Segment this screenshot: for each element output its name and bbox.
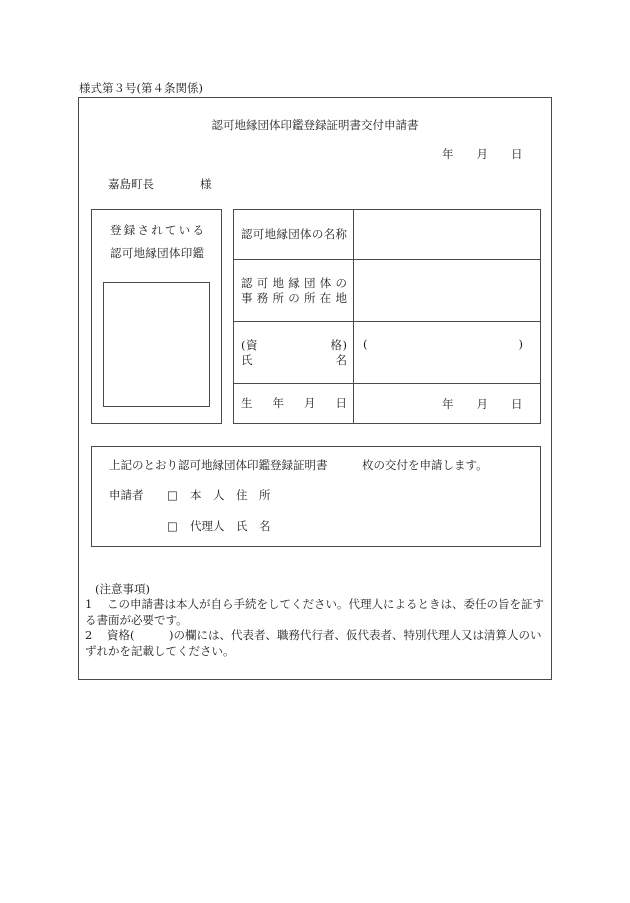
note-number: 1 (85, 597, 93, 612)
note-text: 資格( )の欄には、代表者、職務代行者、仮代表者、特別代理人又は清算人のい (107, 628, 542, 643)
addressee-line: 嘉島町長 様 (108, 177, 212, 191)
label-organization-name: 認可地縁団体の名称 (241, 227, 347, 241)
option-self-address (167, 488, 271, 502)
application-box (91, 446, 541, 547)
applicant-info-table (233, 209, 541, 424)
office-address-field (354, 260, 541, 322)
note-text-line (85, 597, 551, 612)
note-item (85, 628, 551, 659)
note-text-line: ずれかを記載してください。 (85, 643, 235, 658)
application-date-line: 年 月 日 (442, 147, 523, 161)
form-frame (78, 97, 552, 680)
organization-name-field (354, 210, 541, 260)
label-office-address-line: 認可地縁団体の (241, 275, 347, 290)
label-date-of-birth: 生 年 月 日 (241, 396, 347, 410)
note-item (85, 597, 551, 628)
label-organization-name-cell (234, 210, 354, 260)
applicant-label: 申請者 (109, 488, 144, 502)
seal-impression-box (103, 282, 210, 407)
option-self-label: 本 人 住 所 (190, 488, 271, 502)
label-office-address-cell (234, 260, 354, 322)
seal-panel-label: 登録されている (110, 223, 204, 237)
date-of-birth-placeholder: 年 月 日 (442, 396, 523, 411)
label-name: 氏 名 (241, 352, 347, 367)
label-date-of-birth-cell (234, 384, 354, 424)
checkbox-self: □ (167, 488, 178, 502)
label-office-address-line: 事務所の所在地 (241, 290, 347, 305)
form-number-label: 様式第３号(第４条関係) (79, 81, 203, 95)
form-title: 認可地縁団体印鑑登録証明書交付申請書 (211, 118, 419, 132)
notes-section (85, 582, 551, 659)
note-text: この申請書は本人が自ら手続をしてください。代理人によるときは、委任の旨を証す (107, 597, 544, 612)
seal-panel-label: 認可地縁団体印鑑 (110, 246, 204, 260)
notes-heading: (注意事項) (95, 582, 150, 596)
note-text-line (85, 628, 551, 643)
application-statement: 上記のとおり認可地縁団体印鑑登録証明書 枚の交付を申請します。 (109, 458, 488, 472)
note-number: 2 (85, 628, 93, 643)
option-agent-name (167, 519, 271, 533)
checkbox-agent: □ (167, 519, 178, 533)
date-of-birth-field (354, 384, 541, 424)
note-text-line: る書面が必要です。 (85, 612, 188, 627)
title-and-name-field (354, 322, 541, 384)
title-parentheses: ( ) (363, 337, 523, 351)
label-title: (資 格) (241, 337, 347, 352)
registered-seal-panel (91, 209, 222, 424)
option-agent-label: 代理人 氏 名 (190, 519, 271, 533)
label-title-and-name-cell (234, 322, 354, 384)
